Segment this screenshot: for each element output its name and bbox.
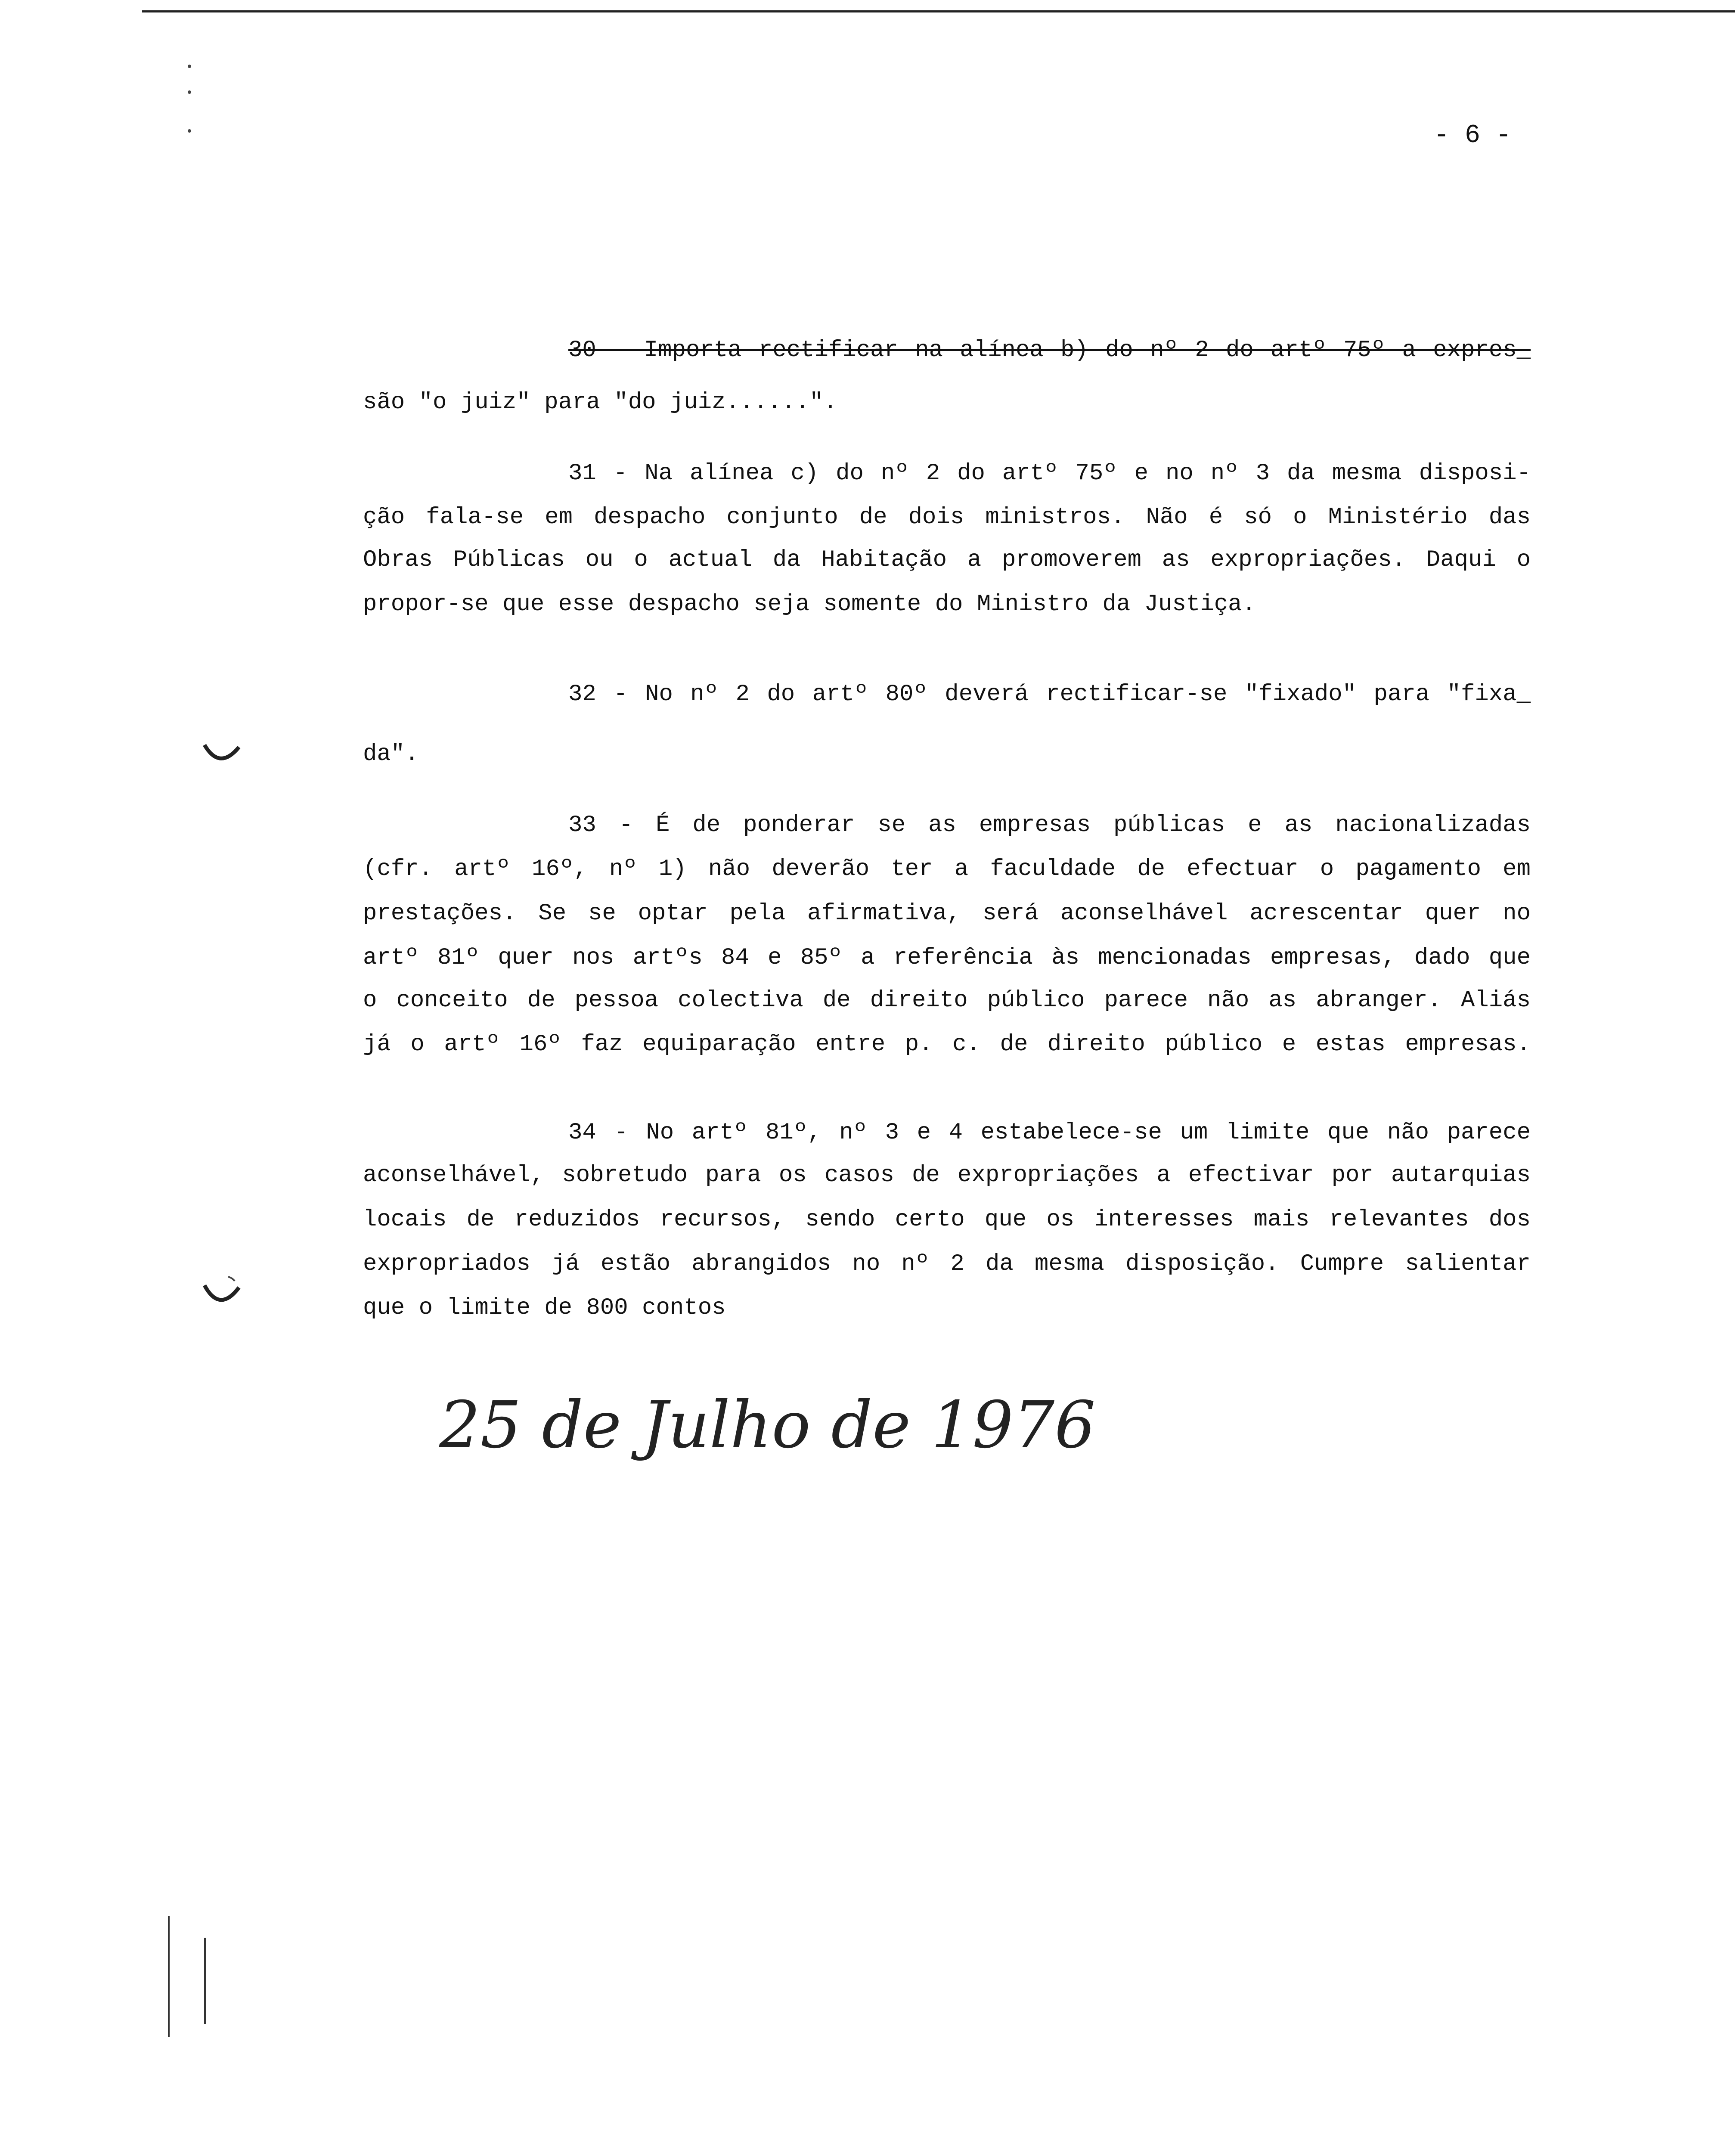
margin-curve-mark — [202, 1275, 241, 1313]
paragraph-31-line-4: propor-se que esse despacho seja somente do Ministro da Justiça. — [363, 591, 1256, 617]
margin-line — [204, 1938, 206, 2024]
paragraph-33-line-6: já o artº 16º faz equiparação entre p. c. de direito público e estas empresas. — [363, 1031, 1531, 1058]
handwritten-date: 25 de Julho de 1976 — [439, 1388, 1096, 1463]
top-rule — [142, 10, 1735, 12]
paragraph-34-line-2: aconselhável, sobretudo para os casos de expropriações a efectivar por autarquias — [363, 1162, 1531, 1188]
paragraph-34-line-5: que o limite de 800 contos — [363, 1295, 726, 1321]
paragraph-31-line-2: ção fala-se em despacho conjunto de dois ministros. Não é só o Ministério das — [363, 504, 1531, 530]
paragraph-33-line-3: prestações. Se se optar pela afirmativa, será aconselhável acrescentar quer no — [363, 900, 1531, 927]
margin-curve-mark — [202, 741, 241, 771]
paragraph-30-line-1: 30 - Importa rectificar na alínea b) do nº 2 do artº 75º a expres_ — [568, 337, 1531, 363]
paragraph-34-line-4: expropriados já estão abrangidos no nº 2 da mesma disposição. Cumpre salientar — [363, 1251, 1531, 1277]
paragraph-33-line-2: (cfr. artº 16º, nº 1) não deverão ter a faculdade de efectuar o pagamento em — [363, 856, 1531, 882]
paragraph-33-line-4: artº 81º quer nos artºs 84 e 85º a referência às mencionadas empresas, dado que — [363, 945, 1531, 971]
paragraph-31-line-3: Obras Públicas ou o actual da Habitação a promoverem as expropriações. Daqui o — [363, 547, 1531, 573]
paragraph-34-line-1: 34 - No artº 81º, nº 3 e 4 estabelece-se um limite que não parece — [568, 1120, 1531, 1146]
paragraph-32-line-2: da". — [363, 741, 419, 767]
margin-line — [168, 1916, 170, 2037]
paragraph-31-line-1: 31 - Na alínea c) do nº 2 do artº 75º e no nº 3 da mesma disposi- — [568, 460, 1531, 487]
margin-dot — [188, 90, 191, 94]
page-number: - 6 - — [1434, 121, 1512, 150]
paragraph-34-line-3: locais de reduzidos recursos, sendo certo que os interesses mais relevantes dos — [363, 1207, 1531, 1233]
margin-dot — [188, 129, 191, 133]
paragraph-33-line-1: 33 - É de ponderar se as empresas públicas e as nacionalizadas — [568, 812, 1531, 838]
margin-dot — [188, 65, 191, 68]
paragraph-30-line-2: são "o juiz" para "do juiz......". — [363, 389, 837, 416]
paragraph-32-line-1: 32 - No nº 2 do artº 80º deverá rectificar-se "fixado" para "fixa_ — [568, 681, 1531, 707]
paragraph-33-line-5: o conceito de pessoa colectiva de direito público parece não as abranger. Aliás — [363, 987, 1531, 1014]
